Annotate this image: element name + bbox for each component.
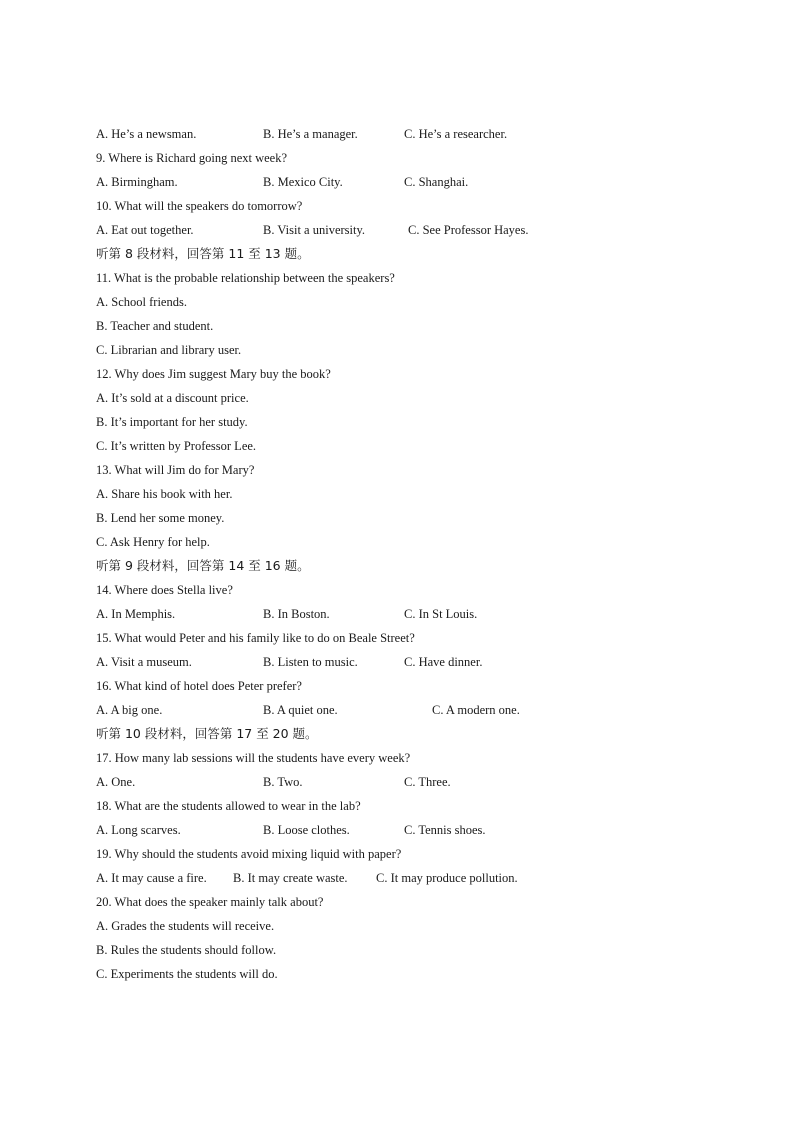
q19-options <box>96 868 716 892</box>
q14-question: 14. Where does Stella live? <box>96 583 233 597</box>
q8-option-c: C. He’s a researcher. <box>404 127 508 141</box>
q13-option-b: B. Lend her some money. <box>96 511 225 525</box>
q11-question: 11. What is the probable relationship between the speakers? <box>96 271 395 285</box>
q15-options <box>96 652 716 676</box>
q9-option-a: A. Birmingham. <box>96 175 178 189</box>
section-8-heading: 听第 8 段材料，回答第 11 至 13 题。 <box>96 246 310 261</box>
listening-section <box>96 124 716 988</box>
q16-question: 16. What kind of hotel does Peter prefer? <box>96 679 302 693</box>
q20-option-a: A. Grades the students will receive. <box>96 919 275 933</box>
q17-question: 17. How many lab sessions will the students have every week? <box>96 751 411 765</box>
q16-option-c: C. A modern one. <box>432 703 520 717</box>
q10-option-c: C. See Professor Hayes. <box>408 223 529 237</box>
q18-option-a: A. Long scarves. <box>96 823 181 837</box>
q15-option-b: B. Listen to music. <box>263 655 358 669</box>
q18-options <box>96 820 716 844</box>
q20-option-b: B. Rules the students should follow. <box>96 943 277 957</box>
q20-option-c: C. Experiments the students will do. <box>96 967 278 981</box>
q9-options <box>96 172 716 196</box>
q10-question: 10. What will the speakers do tomorrow? <box>96 199 303 213</box>
section-10-heading: 听第 10 段材料，回答第 17 至 20 题。 <box>96 726 318 741</box>
section-9-heading: 听第 9 段材料，回答第 14 至 16 题。 <box>96 558 310 573</box>
q19-question: 19. Why should the students avoid mixing liquid with paper? <box>96 847 402 861</box>
q10-option-a: A. Eat out together. <box>96 223 194 237</box>
q18-option-c: C. Tennis shoes. <box>404 823 486 837</box>
q13-option-c: C. Ask Henry for help. <box>96 535 210 549</box>
q14-option-b: B. In Boston. <box>263 607 330 621</box>
q12-option-b: B. It’s important for her study. <box>96 415 248 429</box>
q13-option-a: A. Share his book with her. <box>96 487 233 501</box>
q13-question: 13. What will Jim do for Mary? <box>96 463 255 477</box>
q15-question: 15. What would Peter and his family like to do on Beale Street? <box>96 631 415 645</box>
q11-option-b: B. Teacher and student. <box>96 319 214 333</box>
q14-options <box>96 604 716 628</box>
q9-option-b: B. Mexico City. <box>263 175 343 189</box>
q18-question: 18. What are the students allowed to wear in the lab? <box>96 799 361 813</box>
q11-option-c: C. Librarian and library user. <box>96 343 242 357</box>
q8-option-b: B. He’s a manager. <box>263 127 358 141</box>
q8-option-a: A. He’s a newsman. <box>96 127 197 141</box>
q14-option-c: C. In St Louis. <box>404 607 478 621</box>
q18-option-b: B. Loose clothes. <box>263 823 350 837</box>
q12-option-a: A. It’s sold at a discount price. <box>96 391 249 405</box>
q20-question: 20. What does the speaker mainly talk about? <box>96 895 324 909</box>
q16-options <box>96 700 716 724</box>
q10-option-b: B. Visit a university. <box>263 223 366 237</box>
q15-option-c: C. Have dinner. <box>404 655 483 669</box>
q12-question: 12. Why does Jim suggest Mary buy the book? <box>96 367 331 381</box>
q17-option-a: A. One. <box>96 775 136 789</box>
q17-option-c: C. Three. <box>404 775 451 789</box>
q14-option-a: A. In Memphis. <box>96 607 176 621</box>
q8-options <box>96 124 716 148</box>
q12-option-c: C. It’s written by Professor Lee. <box>96 439 257 453</box>
q17-options <box>96 772 716 796</box>
q16-option-a: A. A big one. <box>96 703 163 717</box>
q19-option-c: C. It may produce pollution. <box>376 871 518 885</box>
q19-option-b: B. It may create waste. <box>233 871 348 885</box>
q11-option-a: A. School friends. <box>96 295 187 309</box>
q19-option-a: A. It may cause a fire. <box>96 871 207 885</box>
q16-option-b: B. A quiet one. <box>263 703 338 717</box>
q17-option-b: B. Two. <box>263 775 303 789</box>
q15-option-a: A. Visit a museum. <box>96 655 192 669</box>
q9-question: 9. Where is Richard going next week? <box>96 151 288 165</box>
q10-options <box>96 220 716 244</box>
q9-option-c: C. Shanghai. <box>404 175 469 189</box>
